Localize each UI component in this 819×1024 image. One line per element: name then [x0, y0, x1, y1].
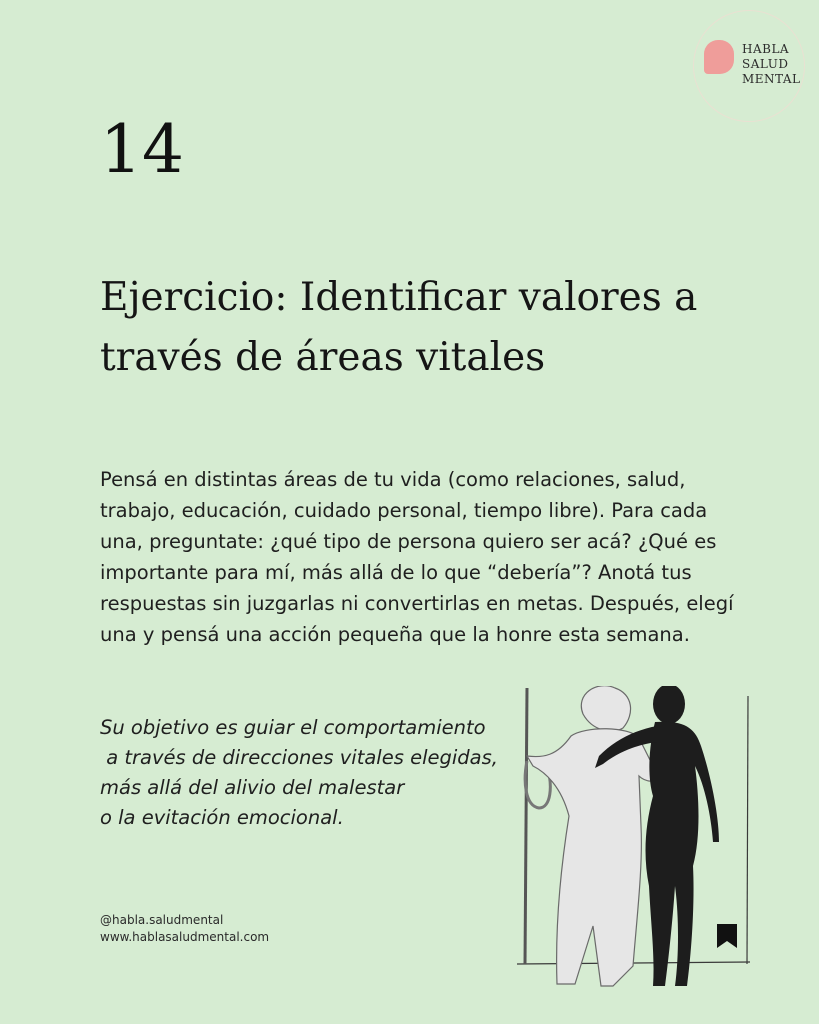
page-number: 14 — [100, 111, 184, 188]
contact-info — [100, 912, 269, 946]
brand-name — [742, 42, 801, 87]
social-handle: @habla.saludmental — [100, 913, 224, 927]
speech-bubble-logo-icon — [704, 40, 734, 74]
note-line-1: Su objetivo es guiar el comportamiento — [100, 716, 486, 739]
bookmark-icon[interactable] — [717, 924, 737, 948]
brand-line-1: HABLA — [742, 42, 790, 56]
brand-line-2: SALUD — [742, 57, 789, 71]
page-title: Ejercicio: Identificar valores a través de áreas vitales — [100, 275, 698, 380]
two-figures-illustration — [505, 686, 755, 996]
note-line-3: más allá del alivio del malestar — [100, 776, 405, 799]
objective-note — [100, 713, 520, 833]
website-link: www.hablasaludmental.com — [100, 930, 270, 944]
brand-logo — [693, 10, 805, 122]
note-line-4: o la evitación emocional. — [100, 806, 344, 829]
note-line-2: a través de direcciones vitales elegidas, — [100, 746, 498, 769]
exercise-description: Pensá en distintas áreas de tu vida (como relaciones, salud, trabajo, educación, cuidado personal, tiempo libre). Para cada una, preguntate: ¿qué tipo de persona quiero ser acá? ¿Qué es importante para mí, más allá de lo que “debería”? Anotá tus respuestas sin juzgarlas ni convertirlas en metas. Después, elegí una y pensá una acción pequeña que la honre esta semana. — [100, 468, 734, 646]
brand-line-3: MENTAL — [742, 72, 801, 86]
